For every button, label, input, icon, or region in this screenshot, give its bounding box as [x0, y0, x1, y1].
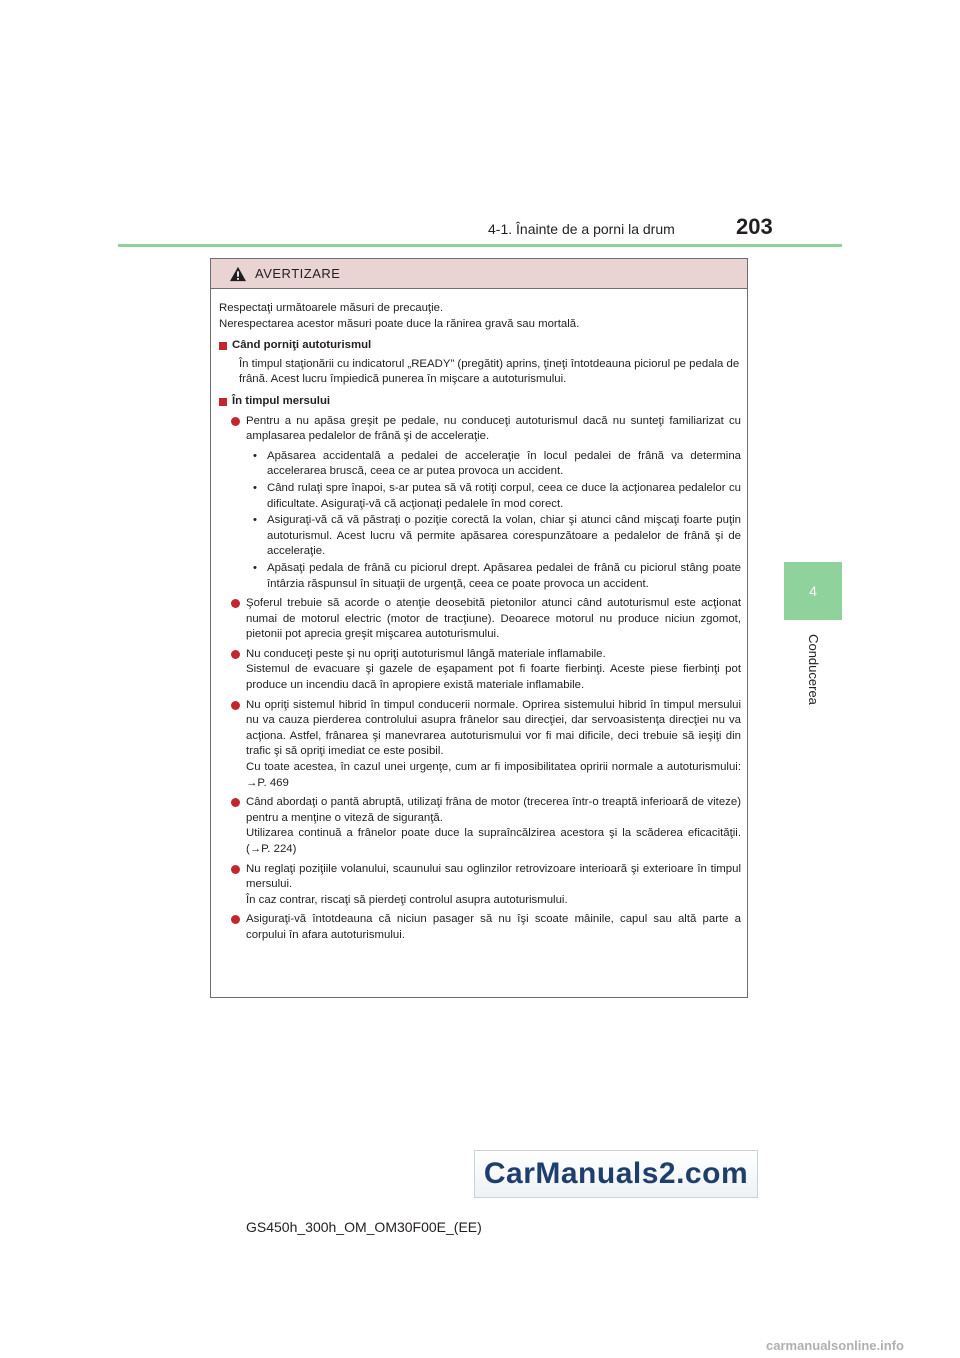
chapter-tab[interactable]: [784, 562, 842, 620]
bullet-text: Nu conduceţi peste şi nu opriţi autoturismul lângă materiale inflamabile. Sistemul de evacuare şi gazele de eşapament pot fi foarte fierbinţi. Aceste piese fierbinţi pot produce un incendiu dacă în apropiere există materiale inflamabile.: [246, 647, 741, 692]
bullet-text: Nu opriţi sistemul hibrid în timpul conducerii normale. Oprirea sistemului hibrid în timpul mersului nu va cauza pierderea controlului asupra frânelor sau direcţiei, dar servoasistenţa direcţiei nu va acţiona. Astfel, frânarea şi manevrarea autoturismului vor fi mai dificile, deci trebuie să ieşiţi din trafic şi să opriţi imediat ce este posibil. Cu toate acestea, în cazul unei urgenţe, cum ar fi imposibilitatea opririi normale a autoturismului: →P. 469: [246, 698, 741, 789]
chapter-label-text: Conducerea: [805, 633, 821, 705]
sub-list-text: Apăsarea accidentală a pedalei de acceleraţie în locul pedalei de frână va determina accelerarea bruscă, ceea ce ar putea provoca un accident.: [267, 449, 741, 478]
sub-bullet-icon: •: [253, 514, 257, 527]
bullet-text: Asiguraţi-vă întotdeauna că niciun pasager să nu îşi scoate mâinile, capul sau altă parte a corpului în afara autoturismului.: [246, 913, 741, 941]
warning-body: [211, 289, 747, 944]
sub-bullet-icon: •: [253, 561, 257, 574]
warning-intro: Respectaţi următoarele măsuri de precauţie. Nerespectarea acestor măsuri poate duce la rănirea gravă sau mortală.: [219, 302, 580, 330]
bullet-item: [231, 414, 741, 445]
bullet-item: [231, 795, 741, 857]
warning-title: AVERTIZARE: [255, 266, 341, 281]
bullet-text: Nu reglaţi poziţiile volanului, scaunului sau oglinzilor retrovizoare interioară şi exterioare în timpul mersului. În caz contrar, riscaţi să pierdeţi controlul asupra autoturismului.: [246, 862, 741, 906]
bullet-dot-icon: [231, 701, 240, 710]
sub-list-text: Când rulaţi spre înapoi, s-ar putea să vă rotiţi corpul, ceea ce duce la acţionarea pedalelor cu dificultate. Asiguraţi-vă că acţionaţi pedalele în mod corect.: [267, 481, 741, 510]
bullet-text: Şoferul trebuie să acorde o atenţie deosebită pietonilor atunci când autoturismul este acţionat numai de motorul electric (motor de tracţiune). Deoarece motorul nu produce niciun zgomot, pietonii pot aprecia greşit mişcarea autoturismului.: [246, 597, 741, 641]
site-watermark[interactable]: CarManuals2.com: [474, 1150, 758, 1198]
bullet-item: [231, 596, 741, 643]
sub-list-item: [253, 561, 741, 592]
bullet-dot-icon: [231, 798, 240, 807]
warning-triangle-icon: [229, 266, 247, 282]
sub-bullet-icon: •: [253, 449, 257, 462]
section-text: În timpul staţionării cu indicatorul „READY” (pregătit) aprins, ţineţi întotdeauna piciorul pe pedala de frână. Acest lucru împiedică punerea în mişcare a autoturismului.: [239, 357, 740, 386]
section-heading-text: Când porniţi autoturismul: [232, 339, 372, 352]
model-code: GS450h_300h_OM_OM30F00E_(EE): [246, 1219, 482, 1235]
bullet-item: [231, 647, 741, 694]
sub-bullet-icon: •: [253, 481, 257, 494]
square-bullet-icon: [219, 398, 227, 406]
bottom-watermark: carmanualsonline.info: [766, 1338, 904, 1353]
sub-list-item: [253, 513, 741, 560]
sub-list-item: [253, 449, 741, 480]
section-heading: [219, 338, 741, 354]
chapter-number: 4: [809, 583, 817, 599]
square-bullet-icon: [219, 342, 227, 350]
bullet-item: [231, 912, 741, 943]
bullet-text: Pentru a nu apăsa greşit pe pedale, nu conduceţi autoturismul dacă nu sunteţi familiarizat cu amplasarea pedalelor de frână şi de acceleraţie.: [246, 414, 741, 443]
bullet-item: [231, 698, 741, 792]
bullet-dot-icon: [231, 599, 240, 608]
sub-list-item: [253, 481, 741, 512]
bullet-dot-icon: [231, 417, 240, 426]
sub-list-text: Apăsaţi pedala de frână cu piciorul drept. Apăsarea pedalei de frână cu piciorul stâng poate întârzia răspunsul în situaţii de urgenţă, ceea ce poate provoca un accident.: [267, 561, 741, 590]
bullet-dot-icon: [231, 915, 240, 924]
section-heading: [219, 394, 741, 410]
page-number: 203: [736, 214, 773, 239]
header-divider: [118, 244, 842, 247]
warning-box: [210, 258, 748, 998]
warning-header: [211, 259, 747, 289]
section-heading-text: În timpul mersului: [232, 394, 331, 407]
section-title: 4-1. Înainte de a porni la drum: [488, 221, 675, 237]
bullet-text: Când abordaţi o pantă abruptă, utilizaţi frâna de motor (trecerea într-o treaptă inferioară de viteze) pentru a menţine o viteză de siguranţă. Utilizarea continuă a frânelor poate duce la supraîncălzirea acestora şi la scăderea eficacităţii. (→P. 224): [246, 796, 741, 855]
bullet-dot-icon: [231, 650, 240, 659]
chapter-label: [784, 624, 842, 714]
bullet-dot-icon: [231, 865, 240, 874]
bullet-item: [231, 862, 741, 909]
sub-list-text: Asiguraţi-vă că vă păstraţi o poziţie corectă la volan, chiar şi atunci când mişcaţi foarte puţin autoturismul. Acest lucru vă permite apăsarea corespunzătoare a pedalelor de frână şi de acceleraţie.: [267, 514, 741, 558]
sub-list: [253, 449, 741, 592]
